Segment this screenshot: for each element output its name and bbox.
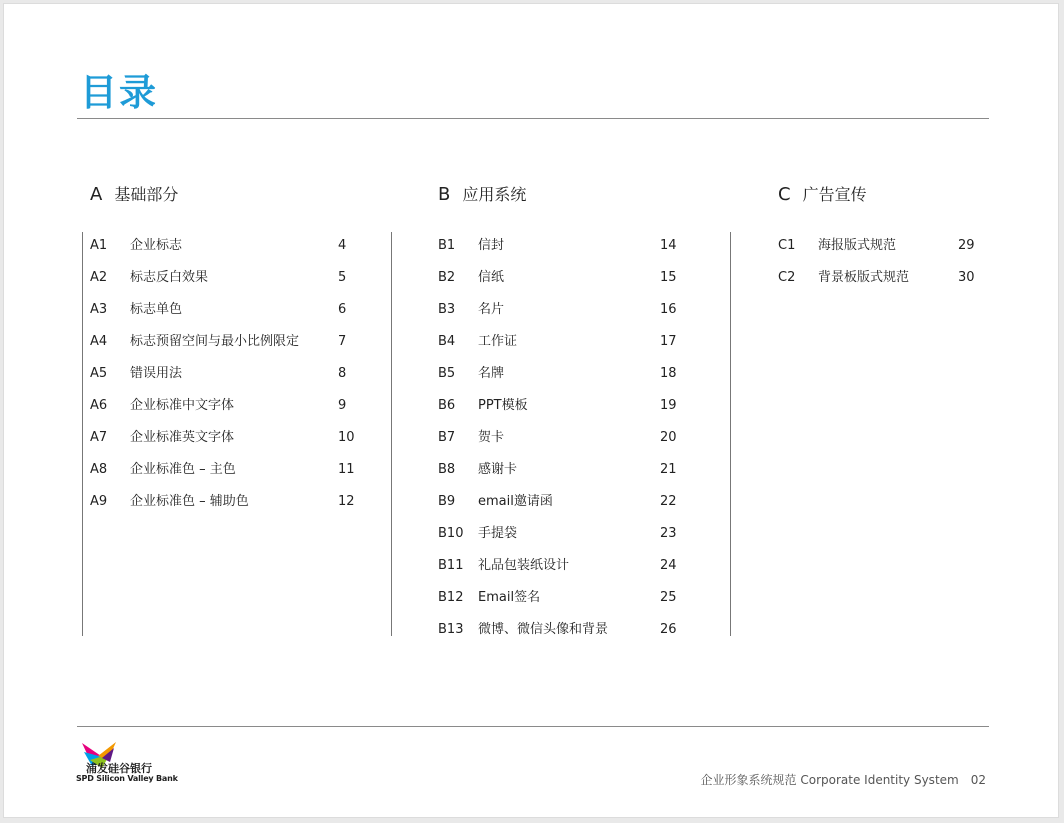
section-name: 应用系统 <box>462 185 527 204</box>
toc-entry-title: 标志反白效果 <box>130 270 209 285</box>
toc-entry <box>778 267 988 289</box>
toc-entry-title: 名片 <box>478 302 505 317</box>
toc-entry-code: A3 <box>90 302 108 317</box>
toc-entry <box>90 427 368 449</box>
section-letter: A <box>90 184 103 205</box>
section-b-heading <box>438 182 526 205</box>
toc-entry-page-number: 20 <box>660 430 677 445</box>
toc-entry-code: C1 <box>778 238 796 253</box>
toc-entry-page-number: 14 <box>660 238 677 253</box>
toc-entry <box>438 459 690 481</box>
toc-entry-title: 信纸 <box>478 270 505 285</box>
toc-entry-code: A2 <box>90 270 108 285</box>
toc-entry-code: B7 <box>438 430 456 445</box>
toc-entry-code: B13 <box>438 622 464 637</box>
toc-entry-code: B10 <box>438 526 464 541</box>
toc-entry-code: A1 <box>90 238 108 253</box>
section-letter: B <box>438 184 451 205</box>
toc-entry-title: 标志预留空间与最小比例限定 <box>130 334 300 349</box>
toc-entry-title: 标志单色 <box>130 302 183 317</box>
toc-entry-code: B4 <box>438 334 456 349</box>
section-a-divider <box>82 232 83 636</box>
toc-entry <box>438 299 690 321</box>
toc-entry <box>90 235 368 257</box>
toc-entry-page-number: 29 <box>958 238 975 253</box>
toc-entry <box>778 235 988 257</box>
toc-entry-page-number: 9 <box>338 398 347 413</box>
toc-entry-title: 名牌 <box>478 366 505 381</box>
toc-entry <box>438 395 690 417</box>
toc-entry-code: B3 <box>438 302 456 317</box>
toc-entry-code: C2 <box>778 270 796 285</box>
toc-entry-page-number: 30 <box>958 270 975 285</box>
toc-entry-code: B8 <box>438 462 456 477</box>
toc-entry <box>90 299 368 321</box>
toc-entry-title: 背景板版式规范 <box>818 270 910 285</box>
toc-entry-title: Email签名 <box>478 590 541 605</box>
toc-entry-page-number: 23 <box>660 526 677 541</box>
toc-entry-title: 感谢卡 <box>478 462 518 477</box>
toc-entry <box>90 395 368 417</box>
document-page <box>3 3 1059 818</box>
toc-entry-page-number: 25 <box>660 590 677 605</box>
section-c-divider <box>730 232 731 636</box>
toc-entry-title: email邀请函 <box>478 494 553 509</box>
toc-entry-code: B1 <box>438 238 456 253</box>
footer-divider <box>77 726 989 727</box>
toc-entry-code: A4 <box>90 334 108 349</box>
toc-entry <box>438 267 690 289</box>
toc-entry-code: B12 <box>438 590 464 605</box>
footer-page-number: 02 <box>970 773 986 787</box>
section-b-divider <box>391 232 392 636</box>
toc-entry <box>90 363 368 385</box>
toc-entry-title: 工作证 <box>478 334 518 349</box>
toc-entry-page-number: 21 <box>660 462 677 477</box>
section-name: 基础部分 <box>114 185 179 204</box>
toc-entry-page-number: 7 <box>338 334 347 349</box>
page-title: 目录 <box>80 71 158 114</box>
toc-entry-page-number: 11 <box>338 462 355 477</box>
toc-entry <box>438 523 690 545</box>
toc-entry <box>438 491 690 513</box>
page-footer <box>701 771 986 788</box>
toc-entry-page-number: 16 <box>660 302 677 317</box>
toc-entry-title: 企业标准色 – 辅助色 <box>130 494 249 509</box>
toc-entry <box>438 331 690 353</box>
toc-entry-title: 信封 <box>478 238 505 253</box>
toc-entry-title: PPT模板 <box>478 398 528 413</box>
toc-entry-page-number: 17 <box>660 334 677 349</box>
toc-entry-page-number: 19 <box>660 398 677 413</box>
toc-entry-page-number: 26 <box>660 622 677 637</box>
toc-entry-page-number: 8 <box>338 366 347 381</box>
toc-entry-title: 礼品包装纸设计 <box>478 558 570 573</box>
toc-entry <box>438 619 690 641</box>
section-name: 广告宣传 <box>802 185 867 204</box>
toc-entry <box>438 363 690 385</box>
toc-entry-code: A8 <box>90 462 108 477</box>
toc-entry <box>438 587 690 609</box>
toc-entry-code: B5 <box>438 366 456 381</box>
toc-entry-title: 手提袋 <box>478 526 518 541</box>
toc-entry-page-number: 18 <box>660 366 677 381</box>
toc-entry-page-number: 24 <box>660 558 677 573</box>
toc-entry-title: 企业标准中文字体 <box>130 398 235 413</box>
footer-title-en: Corporate Identity System <box>800 773 959 787</box>
toc-entry-code: A9 <box>90 494 108 509</box>
toc-entry-code: A7 <box>90 430 108 445</box>
toc-entry-code: B9 <box>438 494 456 509</box>
toc-entry <box>90 491 368 513</box>
section-c-heading <box>778 182 867 205</box>
toc-entry-title: 海报版式规范 <box>818 238 897 253</box>
toc-entry-page-number: 4 <box>338 238 347 253</box>
toc-entry <box>438 555 690 577</box>
logo-english-name: SPD Silicon Valley Bank <box>76 774 178 783</box>
toc-entry-title: 企业标准色 – 主色 <box>130 462 236 477</box>
toc-entry-page-number: 12 <box>338 494 355 509</box>
toc-entry <box>438 235 690 257</box>
section-letter: C <box>778 184 791 205</box>
toc-entry-title: 贺卡 <box>478 430 505 445</box>
toc-entry <box>438 427 690 449</box>
toc-entry <box>90 459 368 481</box>
toc-entry-code: B2 <box>438 270 456 285</box>
logo-chinese-name: 浦发硅谷银行 <box>86 762 152 775</box>
toc-entry-code: A5 <box>90 366 108 381</box>
toc-entry-title: 企业标准英文字体 <box>130 430 235 445</box>
toc-entry <box>90 331 368 353</box>
toc-entry-page-number: 5 <box>338 270 347 285</box>
section-a-heading <box>90 182 178 205</box>
toc-entry-title: 错误用法 <box>130 366 183 381</box>
toc-entry-page-number: 22 <box>660 494 677 509</box>
toc-entry-code: B11 <box>438 558 464 573</box>
toc-entry-title: 企业标志 <box>130 238 183 253</box>
toc-entry-page-number: 10 <box>338 430 355 445</box>
footer-title-cn: 企业形象系统规范 <box>700 773 797 787</box>
toc-entry-title: 微博、微信头像和背景 <box>478 622 609 637</box>
toc-entry-code: B6 <box>438 398 456 413</box>
toc-entry <box>90 267 368 289</box>
toc-entry-page-number: 6 <box>338 302 347 317</box>
toc-entry-code: A6 <box>90 398 108 413</box>
header-divider <box>77 118 989 119</box>
toc-entry-page-number: 15 <box>660 270 677 285</box>
